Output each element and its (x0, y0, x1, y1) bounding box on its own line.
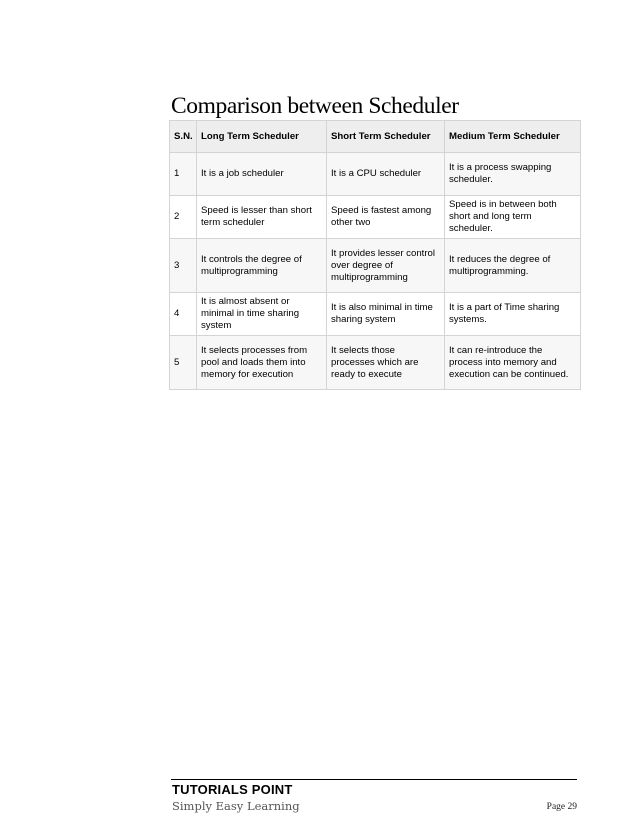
comparison-table (169, 120, 581, 390)
cell-short-term: It is a CPU scheduler (327, 153, 445, 196)
footer-brand: TUTORIALS POINT (172, 782, 293, 797)
cell-long-term: Speed is lesser than short term scheduler (197, 196, 327, 239)
cell-medium-term: It is a part of Time sharing systems. (445, 293, 581, 336)
cell-medium-term: Speed is in between both short and long term scheduler. (445, 196, 581, 239)
table-row (170, 153, 581, 196)
cell-sn: 2 (170, 196, 197, 239)
cell-long-term: It controls the degree of multiprogramming (197, 239, 327, 293)
table-row (170, 239, 581, 293)
table-row (170, 336, 581, 390)
cell-sn: 5 (170, 336, 197, 390)
table-row (170, 196, 581, 239)
header-short-term: Short Term Scheduler (327, 121, 445, 153)
cell-sn: 3 (170, 239, 197, 293)
cell-short-term: Speed is fastest among other two (327, 196, 445, 239)
header-sn: S.N. (170, 121, 197, 153)
cell-long-term: It selects processes from pool and loads them into memory for execution (197, 336, 327, 390)
header-medium-term: Medium Term Scheduler (445, 121, 581, 153)
page-number: Page 29 (546, 802, 577, 812)
cell-sn: 1 (170, 153, 197, 196)
table-row (170, 293, 581, 336)
cell-short-term: It selects those processes which are ready to execute (327, 336, 445, 390)
cell-medium-term: It reduces the degree of multiprogramming. (445, 239, 581, 293)
cell-medium-term: It can re-introduce the process into memory and execution can be continued. (445, 336, 581, 390)
footer-tagline: Simply Easy Learning (172, 799, 300, 813)
page-title: Comparison between Scheduler (171, 93, 459, 119)
cell-short-term: It is also minimal in time sharing system (327, 293, 445, 336)
footer-divider (171, 779, 577, 780)
cell-sn: 4 (170, 293, 197, 336)
cell-long-term: It is a job scheduler (197, 153, 327, 196)
cell-medium-term: It is a process swapping scheduler. (445, 153, 581, 196)
cell-long-term: It is almost absent or minimal in time sharing system (197, 293, 327, 336)
header-long-term: Long Term Scheduler (197, 121, 327, 153)
table-header-row (170, 121, 581, 153)
cell-short-term: It provides lesser control over degree of multiprogramming (327, 239, 445, 293)
